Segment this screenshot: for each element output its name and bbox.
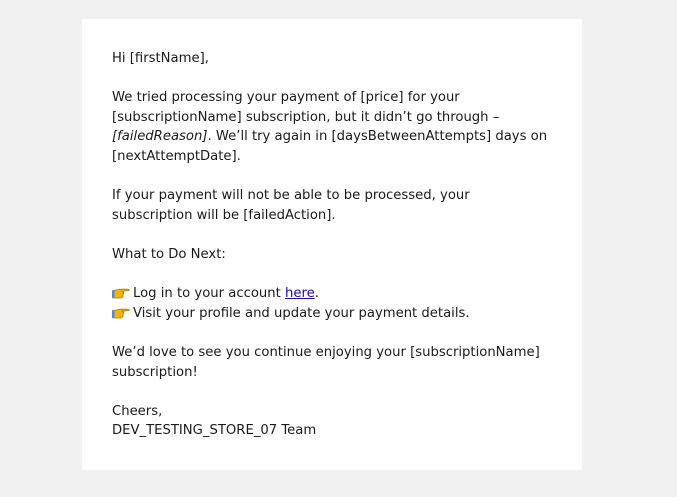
step-login-text: Log in to your account — [133, 286, 285, 302]
signoff: Cheers, — [112, 403, 163, 419]
failed-action-paragraph: If your payment will not be able to be processed, your subscription will be [failedAction]. — [112, 188, 470, 223]
pointing-hand-icon — [112, 304, 130, 324]
step-login — [112, 284, 552, 304]
step-update-profile — [112, 304, 552, 324]
step-login-period: . — [314, 286, 319, 302]
continue-enjoying-paragraph: We’d love to see you continue enjoying your [subscriptionName] subscription! — [112, 344, 540, 380]
email-card — [82, 19, 582, 470]
next-steps-heading: What to Do Next: — [112, 246, 226, 262]
team-signature: DEV_TESTING_STORE_07 Team — [112, 423, 317, 439]
payment-failed-text-1: We tried processing your payment of [price] for your [subscriptionName] subscription, but it didn’t go through – — [112, 90, 500, 125]
greeting: Hi [firstName], — [112, 51, 209, 66]
step-update-profile-text: Visit your profile and update your payment details. — [133, 305, 470, 321]
payment-failed-text-2: . We’ll try again in [daysBetweenAttempts] days on [nextAttemptDate]. — [112, 129, 548, 164]
failed-reason: [failedReason] — [112, 129, 208, 145]
pointing-hand-icon — [112, 284, 130, 304]
payment-failed-paragraph — [112, 88, 552, 166]
account-login-link[interactable]: here — [284, 286, 315, 302]
